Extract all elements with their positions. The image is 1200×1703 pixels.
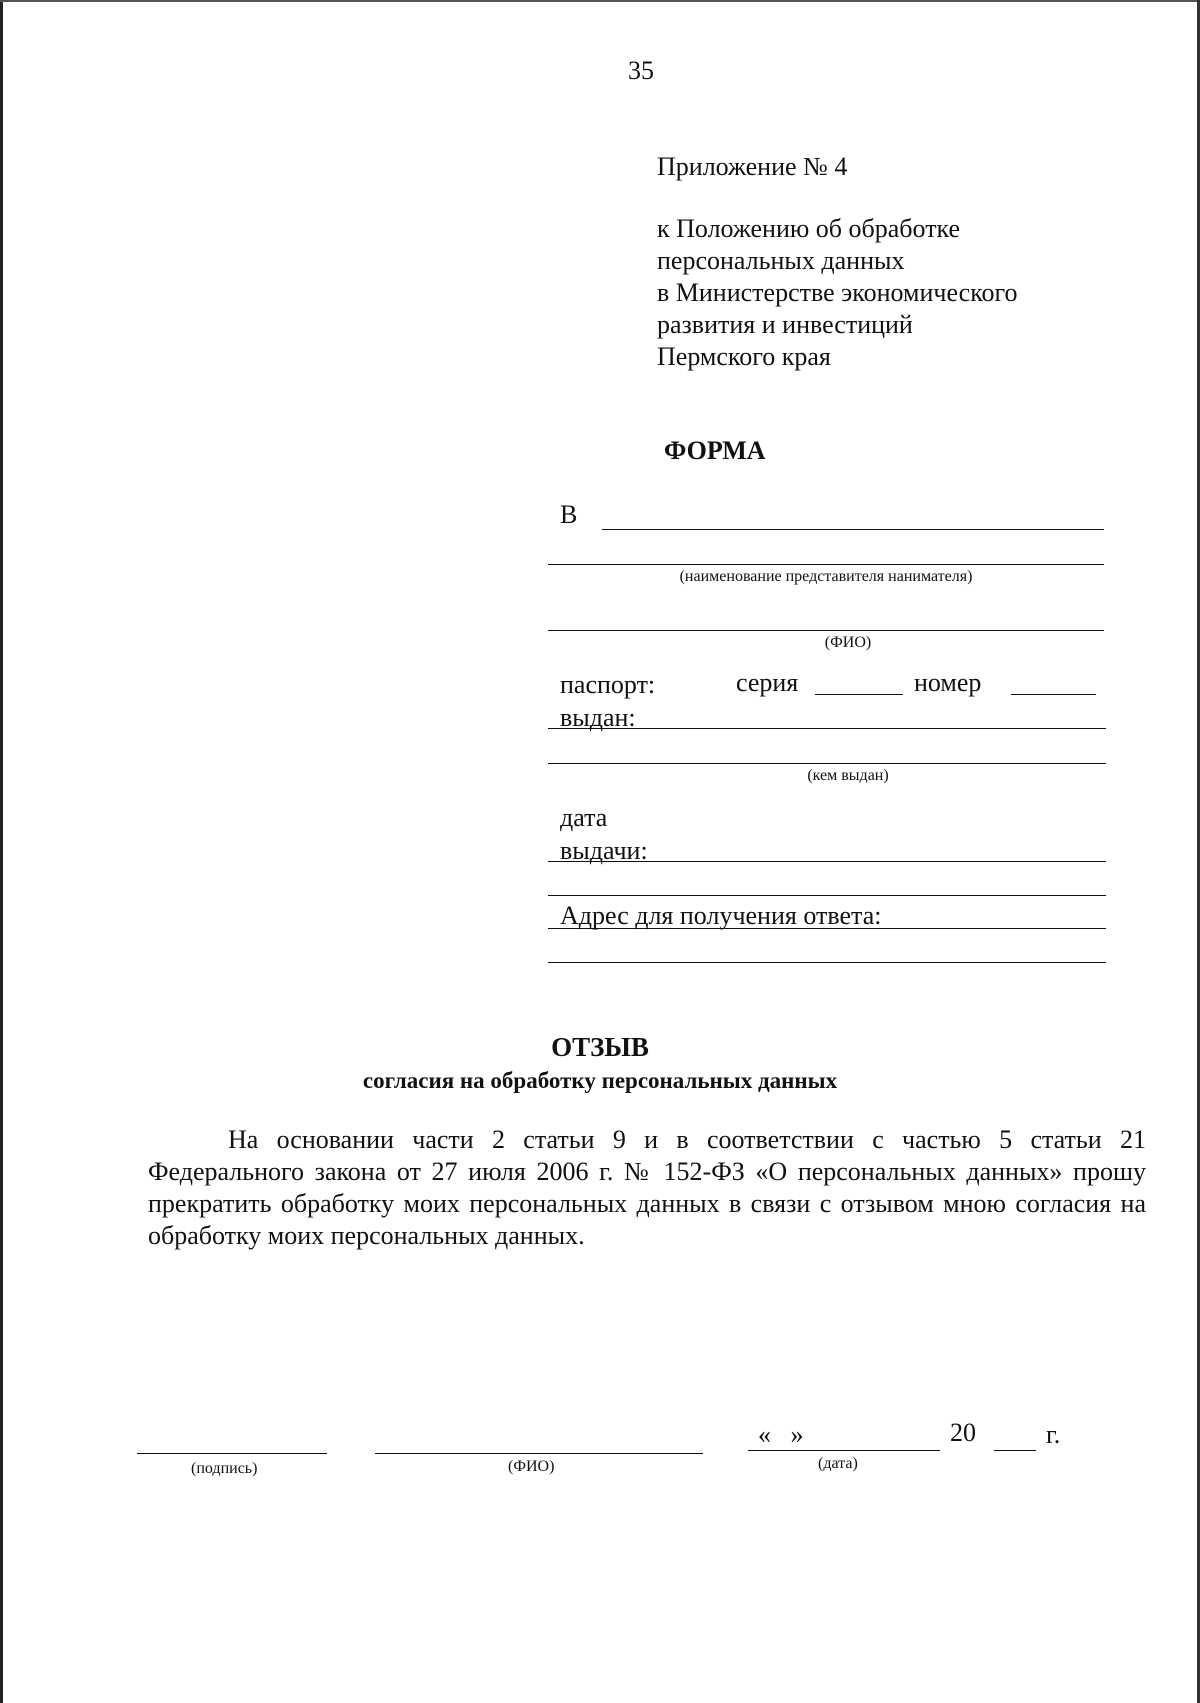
issue-date-label-1: дата <box>560 803 608 832</box>
blank-line[interactable] <box>548 895 1106 896</box>
fio-signature-caption: (ФИО) <box>508 1458 555 1475</box>
appendix-line: персональных данных <box>657 246 905 275</box>
year-prefix: 20 <box>950 1418 976 1447</box>
number-label: номер <box>914 668 982 697</box>
to-prefix: В <box>560 500 578 529</box>
fio-signature-line[interactable] <box>375 1453 703 1454</box>
representative-caption: (наименование представителя нанимателя) <box>679 568 973 585</box>
year-suffix: г. <box>1046 1420 1061 1449</box>
addressee-line[interactable] <box>602 529 1104 530</box>
appendix-line: к Положению об обработке <box>657 214 961 243</box>
issued-label: выдан: <box>560 703 636 732</box>
form-label: ФОРМА <box>664 436 766 465</box>
series-label: серия <box>736 668 799 697</box>
appendix-line: развития и инвестиций <box>657 310 913 339</box>
date-quotes: « » <box>758 1420 804 1449</box>
date-caption: (дата) <box>818 1455 858 1472</box>
signature-caption: (подпись) <box>191 1460 258 1477</box>
reply-address-line[interactable] <box>548 928 1106 929</box>
document-title: ОТЗЫВ <box>551 1032 649 1062</box>
number-field[interactable] <box>1011 694 1096 695</box>
issue-date-field[interactable] <box>548 861 1106 862</box>
document-subtitle: согласия на обработку персональных данных <box>362 1068 838 1093</box>
issue-date-label-2: выдачи: <box>560 836 648 865</box>
page-border-top <box>0 0 1200 2</box>
fio-line[interactable] <box>548 630 1104 631</box>
appendix-line: в Министерстве экономического <box>657 278 1018 307</box>
appendix-title: Приложение № 4 <box>657 152 848 181</box>
issued-line-2[interactable] <box>548 763 1106 764</box>
document-body <box>148 1124 1146 1252</box>
date-line[interactable] <box>748 1450 940 1451</box>
body-text: На основании части 2 статьи 9 и в соответствии с частью 5 статьи 21 Федерального закона от 27 июля 2006 г. № 152-ФЗ «О персональных данных» прошу прекратить обработку моих персональных данных в связи с отзывом мною согласия на обработку моих персональных данных. <box>148 1125 1146 1250</box>
passport-label: паспорт: <box>560 670 656 699</box>
issued-line[interactable] <box>548 728 1106 729</box>
year-field[interactable] <box>994 1450 1036 1451</box>
appendix-line: Пермского края <box>657 342 831 371</box>
series-field[interactable] <box>815 694 903 695</box>
page-number: 35 <box>628 56 654 85</box>
reply-address-line-2[interactable] <box>548 962 1106 963</box>
addressee-line-2[interactable] <box>548 564 1104 565</box>
page-border-left <box>0 0 3 1703</box>
issued-by-caption: (кем выдан) <box>807 767 889 784</box>
signature-line[interactable] <box>137 1453 327 1454</box>
reply-address-label: Адрес для получения ответа: <box>560 901 882 930</box>
fio-caption: (ФИО) <box>824 634 872 651</box>
